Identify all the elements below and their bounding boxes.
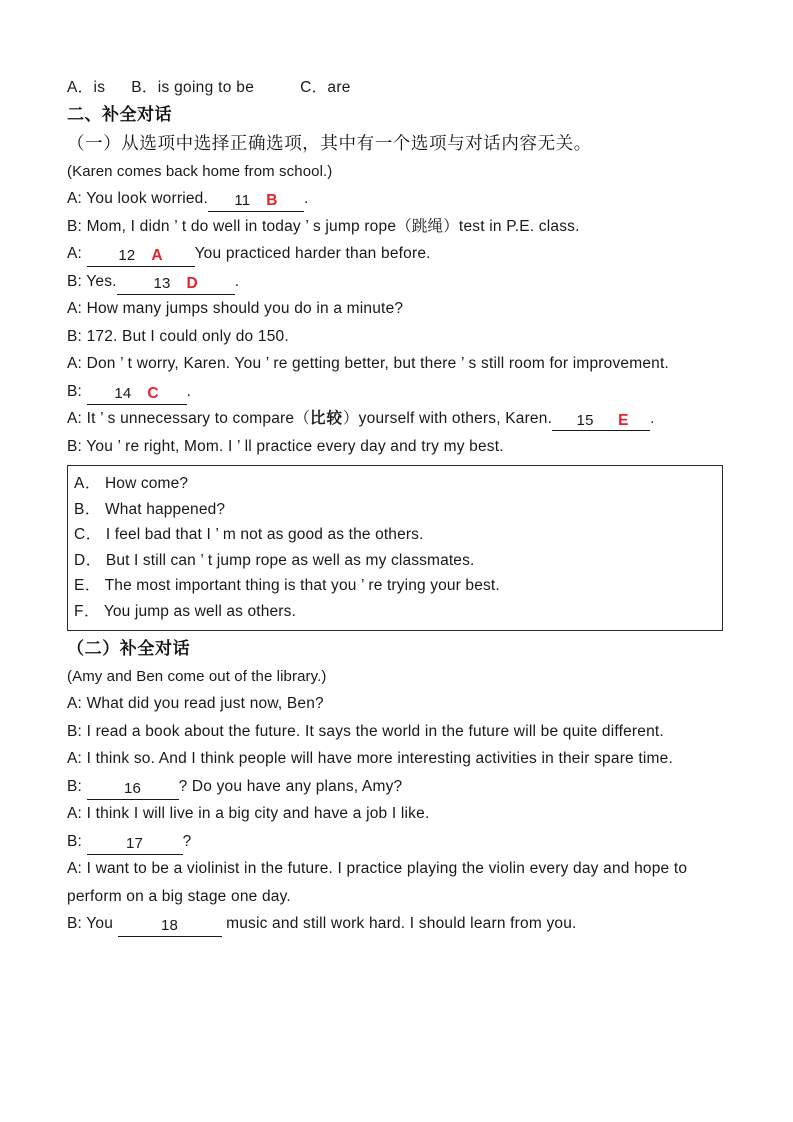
dialogue-text-before: You	[86, 915, 114, 932]
part-one-stage-direction: (Karen comes back home from school.)	[67, 163, 333, 180]
part-two-stage-direction: (Amy and Ben come out of the library.)	[67, 668, 327, 685]
dialogue-line	[67, 745, 731, 773]
speaker-label: B:	[67, 722, 83, 740]
option-letter: F	[74, 602, 84, 620]
option-letter: D	[74, 551, 86, 569]
mcq-options-row	[67, 74, 731, 101]
blank-answer: C	[147, 384, 159, 402]
option-item-d[interactable]	[74, 548, 722, 574]
answer-blank-17[interactable]	[87, 834, 183, 855]
mcq-option-a	[67, 74, 105, 101]
speaker-label: B:	[67, 832, 83, 850]
speaker-label: B:	[67, 217, 83, 235]
mcq-option-c	[300, 74, 351, 101]
blank-number: 12	[118, 247, 136, 264]
dialogue-text-before: Don ’ t worry, Karen. You ’ re getting better, but there ’ s still room for improvement.	[86, 355, 670, 372]
answer-blank-18[interactable]	[118, 916, 222, 937]
blank-answer: D	[186, 274, 198, 292]
option-text: What happened?	[104, 500, 226, 518]
dialogue-line	[67, 690, 731, 718]
wrapped-text-a: It ’ s unnecessary to compare（	[86, 410, 310, 427]
wrapped-text-tail: .	[650, 410, 655, 427]
blank-number: 18	[161, 917, 179, 934]
option-letter: A	[74, 475, 85, 492]
wrapped-text-b: ）yourself with others, Karen.	[342, 410, 553, 427]
dialogue-line	[67, 323, 731, 351]
option-dot: ．	[84, 577, 101, 594]
document-page	[67, 74, 731, 938]
dialogue-text-before: 172. But I could only do 150.	[86, 327, 289, 345]
dialogue-text-before: Mom, I didn ’ t do well in today ’ s jump rope（跳绳）test in P.E. class.	[86, 217, 580, 235]
mcq-option-a-dot: ．	[77, 79, 94, 96]
option-dot: ．	[84, 475, 101, 492]
options-box	[67, 465, 723, 631]
option-text: How come?	[104, 475, 189, 492]
mcq-option-b-dot: ．	[141, 79, 158, 96]
option-dot: ．	[85, 551, 102, 569]
dialogue-text-after: music and still work hard. I should learn from you.	[226, 915, 577, 932]
blank-answer: A	[151, 247, 163, 264]
option-dot: ．	[83, 602, 100, 620]
option-item-f[interactable]	[74, 599, 722, 625]
dialogue-text-after: ?	[182, 832, 192, 850]
speaker-label: B:	[67, 382, 83, 400]
option-letter: C	[74, 526, 86, 543]
option-item-a[interactable]	[74, 471, 722, 497]
dialogue-line	[67, 855, 731, 910]
blank-answer: B	[266, 192, 278, 209]
dialogue-text-before: You ’ re right, Mom. I ’ ll practice every day and try my best.	[86, 437, 504, 455]
blank-number: 17	[126, 834, 144, 852]
dialogue-text-before: I think I will live in a big city and have a job I like.	[86, 805, 430, 822]
answer-blank-16[interactable]	[87, 779, 179, 800]
dialogue-line-wrapped	[67, 405, 731, 433]
answer-blank-15-answer[interactable]: E	[618, 411, 650, 431]
answer-blank-14[interactable]	[87, 384, 187, 405]
option-text: The most important thing is that you ’ re trying your best.	[104, 577, 500, 594]
dialogue-line	[67, 213, 731, 241]
speaker-label: A:	[67, 695, 83, 712]
dialogue-line	[67, 240, 731, 268]
dialogue-line	[67, 828, 731, 856]
section-heading: 二、补全对话	[67, 105, 172, 124]
speaker-label: A:	[67, 410, 83, 427]
mcq-option-a-text: is	[93, 79, 106, 96]
blank-number: 16	[124, 779, 142, 797]
option-dot: ．	[85, 526, 102, 543]
blank-number: 13	[153, 274, 171, 292]
answer-blank-11[interactable]	[208, 191, 304, 212]
answer-blank-12[interactable]	[87, 246, 195, 267]
dialogue-line	[67, 773, 731, 801]
dialogue-line	[67, 185, 731, 213]
dialogue-text-after: .	[304, 190, 309, 207]
mcq-option-b-letter: B	[131, 79, 142, 96]
dialogue-text-before: I think so. And I think people will have more interesting activities in their spare time.	[86, 750, 673, 767]
option-item-e[interactable]	[74, 573, 722, 599]
dialogue-line	[67, 378, 731, 406]
part-two-heading: （二）补全对话	[67, 639, 191, 658]
mcq-option-c-text: are	[327, 79, 351, 96]
option-letter: E	[74, 577, 85, 594]
option-text: I feel bad that I ’ m not as good as the others.	[105, 526, 424, 543]
speaker-label: B:	[67, 777, 83, 795]
mcq-option-b-text: is going to be	[157, 79, 255, 96]
dialogue-text-after: .	[234, 272, 240, 290]
speaker-label: B:	[67, 272, 83, 290]
speaker-label: A:	[67, 355, 83, 372]
answer-blank-15-number[interactable]: 15	[552, 411, 618, 431]
mcq-option-c-dot: ．	[311, 79, 328, 96]
speaker-label: A:	[67, 805, 83, 822]
option-item-b[interactable]	[74, 497, 722, 523]
dialogue-text-before: I read a book about the future. It says the world in the future will be quite different.	[86, 722, 664, 740]
dialogue-text-before: Yes.	[86, 272, 117, 290]
dialogue-text-before: You look worried.	[86, 190, 209, 207]
part-one-heading: （一）从选项中选择正确选项，其中有一个选项与对话内容无关。	[67, 133, 592, 153]
dialogue-line	[67, 718, 731, 746]
dialogue-text-before: How many jumps should you do in a minute?	[86, 300, 404, 317]
dialogue-line	[67, 268, 731, 296]
speaker-label: B:	[67, 327, 83, 345]
dialogue-line	[67, 350, 731, 378]
dialogue-text-before: I want to be a violinist in the future. I practice playing the violin every day and hope to perform on a big stage one day.	[67, 860, 688, 905]
answer-blank-13[interactable]	[117, 274, 235, 295]
mcq-option-c-letter: C	[300, 79, 312, 96]
option-item-c[interactable]	[74, 522, 722, 548]
dialogue-text-after: ? Do you have any plans, Amy?	[178, 777, 403, 795]
dialogue-line	[67, 433, 731, 461]
dialogue-text-after: .	[186, 382, 192, 400]
speaker-label: A:	[67, 190, 83, 207]
option-letter: B	[74, 500, 85, 518]
dialogue-line	[67, 800, 731, 828]
option-dot: ．	[84, 500, 101, 518]
speaker-label: B:	[67, 915, 83, 932]
speaker-label: B:	[67, 437, 83, 455]
speaker-label: A:	[67, 300, 83, 317]
wrapped-text-chinese: 比较	[309, 410, 343, 427]
option-text: You jump as well as others.	[103, 602, 296, 620]
dialogue-line	[67, 295, 731, 323]
mcq-option-b	[131, 74, 254, 101]
dialogue-text-before: What did you read just now, Ben?	[86, 695, 324, 712]
speaker-label: A:	[67, 750, 83, 767]
blank-number: 11	[234, 192, 251, 209]
mcq-option-a-letter: A	[67, 79, 78, 96]
speaker-label: A:	[67, 245, 83, 262]
option-text: But I still can ’ t jump rope as well as my classmates.	[105, 551, 475, 569]
dialogue-text-after: You practiced harder than before.	[194, 245, 431, 262]
dialogue-line	[67, 910, 731, 938]
speaker-label: A:	[67, 860, 83, 877]
blank-number: 14	[114, 384, 132, 402]
